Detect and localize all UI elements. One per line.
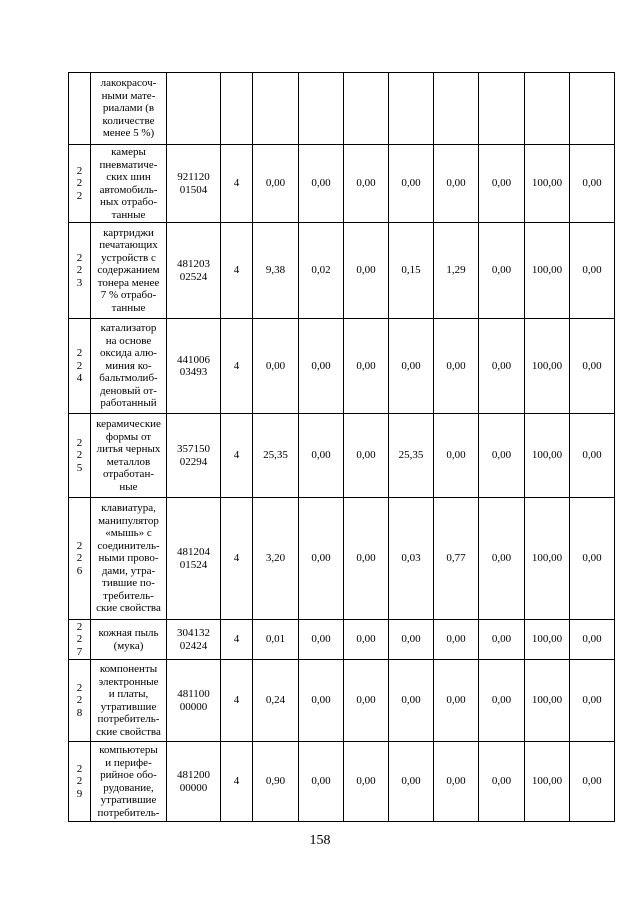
fkko-code: 304132 02424 <box>167 620 221 660</box>
value-cell: 0,03 <box>389 498 434 620</box>
value-cell: 0,00 <box>570 414 615 498</box>
waste-name: керамические формы от литья черных металлов отработан- ные <box>91 414 167 498</box>
row-number: 2 2 8 <box>69 660 91 742</box>
value-cell: 0,00 <box>570 742 615 822</box>
waste-name: компоненты электронные и платы, утратившие потребитель- ские свойства <box>91 660 167 742</box>
value-cell: 3,20 <box>253 498 299 620</box>
value-cell: 0,90 <box>253 742 299 822</box>
waste-name: компьютеры и перифе- рийное обо- рудование, утратившие потребитель- <box>91 742 167 822</box>
value-cell: 100,00 <box>525 223 570 319</box>
table-row <box>69 620 615 660</box>
value-cell: 0,00 <box>570 319 615 414</box>
value-cell: 0,00 <box>299 660 344 742</box>
value-cell: 0,00 <box>570 145 615 223</box>
fkko-code: 441006 03493 <box>167 319 221 414</box>
value-cell: 0,00 <box>479 620 525 660</box>
value-cell: 0,00 <box>434 660 479 742</box>
value-cell: 0,00 <box>479 498 525 620</box>
waste-name: катализатор на основе оксида алю- миния ко- бальтмолиб- деновый от- работанный <box>91 319 167 414</box>
hazard-class: 4 <box>221 742 253 822</box>
waste-table <box>68 72 615 822</box>
value-cell: 0,00 <box>434 319 479 414</box>
value-cell: 100,00 <box>525 498 570 620</box>
table-row <box>69 145 615 223</box>
table-row <box>69 319 615 414</box>
value-cell <box>479 73 525 145</box>
page-number: 158 <box>309 833 331 848</box>
value-cell: 0,00 <box>344 319 389 414</box>
value-cell: 0,00 <box>344 145 389 223</box>
row-number: 2 2 3 <box>69 223 91 319</box>
row-number <box>69 73 91 145</box>
table-row <box>69 414 615 498</box>
row-number: 2 2 5 <box>69 414 91 498</box>
value-cell: 0,00 <box>344 223 389 319</box>
value-cell: 0,24 <box>253 660 299 742</box>
hazard-class <box>221 73 253 145</box>
row-number: 2 2 4 <box>69 319 91 414</box>
value-cell: 0,00 <box>570 498 615 620</box>
value-cell: 0,00 <box>479 223 525 319</box>
value-cell: 0,00 <box>344 498 389 620</box>
waste-name: лакокрасоч- ными мате- риалами (в количестве менее 5 %) <box>91 73 167 145</box>
hazard-class: 4 <box>221 498 253 620</box>
value-cell: 100,00 <box>525 145 570 223</box>
value-cell: 9,38 <box>253 223 299 319</box>
fkko-code: 481200 00000 <box>167 742 221 822</box>
value-cell: 0,00 <box>434 742 479 822</box>
value-cell: 100,00 <box>525 660 570 742</box>
value-cell: 0,00 <box>389 620 434 660</box>
value-cell: 0,00 <box>299 742 344 822</box>
value-cell: 0,00 <box>299 414 344 498</box>
table-row <box>69 73 615 145</box>
hazard-class: 4 <box>221 223 253 319</box>
table-row <box>69 742 615 822</box>
value-cell: 0,00 <box>479 319 525 414</box>
hazard-class: 4 <box>221 620 253 660</box>
value-cell <box>434 73 479 145</box>
value-cell: 0,00 <box>299 319 344 414</box>
value-cell <box>525 73 570 145</box>
value-cell: 0,00 <box>479 145 525 223</box>
value-cell: 0,15 <box>389 223 434 319</box>
value-cell: 25,35 <box>253 414 299 498</box>
row-number: 2 2 6 <box>69 498 91 620</box>
fkko-code: 921120 01504 <box>167 145 221 223</box>
value-cell: 100,00 <box>525 414 570 498</box>
value-cell: 0,00 <box>344 660 389 742</box>
value-cell: 0,00 <box>479 660 525 742</box>
value-cell: 0,00 <box>389 319 434 414</box>
value-cell: 100,00 <box>525 319 570 414</box>
value-cell: 0,00 <box>344 620 389 660</box>
value-cell: 0,00 <box>299 620 344 660</box>
value-cell: 0,00 <box>570 660 615 742</box>
hazard-class: 4 <box>221 414 253 498</box>
value-cell <box>389 73 434 145</box>
value-cell: 0,00 <box>570 620 615 660</box>
hazard-class: 4 <box>221 145 253 223</box>
value-cell: 100,00 <box>525 620 570 660</box>
row-number: 2 2 2 <box>69 145 91 223</box>
value-cell <box>253 73 299 145</box>
fkko-code: 481204 01524 <box>167 498 221 620</box>
value-cell: 0,00 <box>299 498 344 620</box>
value-cell: 0,00 <box>389 145 434 223</box>
table-row <box>69 223 615 319</box>
value-cell <box>570 73 615 145</box>
row-number: 2 2 7 <box>69 620 91 660</box>
waste-name: картриджи печатающих устройств с содержанием тонера менее 7 % отрабо- танные <box>91 223 167 319</box>
value-cell: 0,00 <box>344 414 389 498</box>
fkko-code: 481100 00000 <box>167 660 221 742</box>
row-number: 2 2 9 <box>69 742 91 822</box>
value-cell: 0,00 <box>434 145 479 223</box>
value-cell: 0,00 <box>570 223 615 319</box>
hazard-class: 4 <box>221 319 253 414</box>
fkko-code: 357150 02294 <box>167 414 221 498</box>
value-cell: 1,29 <box>434 223 479 319</box>
table-row <box>69 660 615 742</box>
waste-name: кожная пыль (мука) <box>91 620 167 660</box>
value-cell: 0,02 <box>299 223 344 319</box>
value-cell: 0,77 <box>434 498 479 620</box>
value-cell: 0,00 <box>389 742 434 822</box>
value-cell: 0,00 <box>479 742 525 822</box>
value-cell: 0,00 <box>479 414 525 498</box>
value-cell: 0,00 <box>389 660 434 742</box>
fkko-code <box>167 73 221 145</box>
value-cell: 0,00 <box>299 145 344 223</box>
value-cell: 0,01 <box>253 620 299 660</box>
value-cell <box>344 73 389 145</box>
waste-name: клавиатура, манипулятор «мышь» с соединитель- ными прово- дами, утра- тившие по- требитель- ские свойства <box>91 498 167 620</box>
value-cell: 0,00 <box>344 742 389 822</box>
value-cell: 0,00 <box>434 620 479 660</box>
value-cell <box>299 73 344 145</box>
value-cell: 0,00 <box>253 145 299 223</box>
value-cell: 0,00 <box>434 414 479 498</box>
value-cell: 100,00 <box>525 742 570 822</box>
waste-name: камеры пневматиче- ских шин автомобиль- ных отрабо- танные <box>91 145 167 223</box>
hazard-class: 4 <box>221 660 253 742</box>
fkko-code: 481203 02524 <box>167 223 221 319</box>
table-row <box>69 498 615 620</box>
value-cell: 0,00 <box>253 319 299 414</box>
value-cell: 25,35 <box>389 414 434 498</box>
